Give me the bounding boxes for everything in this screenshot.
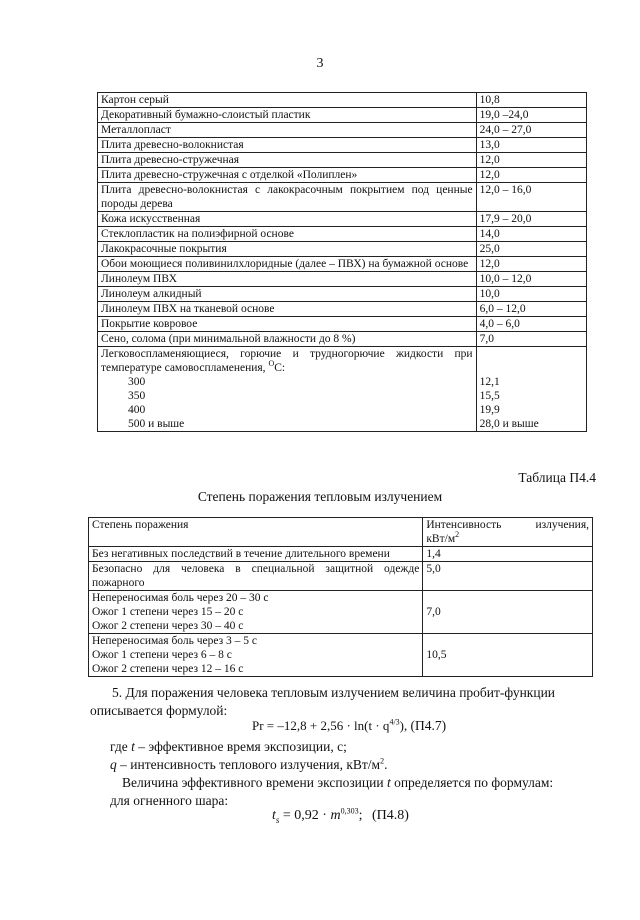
- material-row: [98, 108, 587, 123]
- formula-exposure-exp: 0,303: [340, 806, 359, 816]
- material-value: 4,0 – 6,0: [476, 317, 586, 332]
- formula-exposure-m: m: [330, 808, 341, 823]
- liquids-unit: С:: [274, 362, 286, 374]
- material-value: 13,0: [476, 138, 586, 153]
- material-value: 10,8: [476, 93, 586, 108]
- material-name: Картон серый: [98, 93, 477, 108]
- material-row: [98, 138, 587, 153]
- material-value: 17,9 – 20,0: [476, 212, 586, 227]
- liquid-temperature: 500 и выше: [98, 417, 477, 432]
- material-name: Декоративный бумажно-слоистый пластик: [98, 108, 477, 123]
- where-t-line: [110, 738, 600, 755]
- liquid-temperature: 400: [98, 403, 477, 417]
- liquids-label: Легковоспламеняющиеся, горючие и трудногорючие жидкости при температуре самовоспламенения,: [101, 348, 473, 374]
- damage-row: [89, 634, 593, 677]
- material-value: 12,0: [476, 257, 586, 272]
- para2-a: Величина эффективного времени экспозиции: [122, 775, 387, 790]
- where-q-sup: 2: [380, 756, 385, 766]
- material-name: Плита древесно-волокнистая: [98, 138, 477, 153]
- materials-table: [97, 92, 587, 432]
- material-name: Линолеум ПВХ: [98, 272, 477, 287]
- damage-degree-line: Непереносимая боль через 3 – 5 с: [92, 635, 258, 647]
- header-intensity-unit-sup: 2: [455, 530, 460, 540]
- material-value: 25,0: [476, 242, 586, 257]
- material-value: 14,0: [476, 227, 586, 242]
- damage-degree-line: Ожог 2 степени через 30 – 40 с: [92, 620, 244, 632]
- material-value: 7,0: [476, 332, 586, 347]
- damage-degree: [89, 562, 423, 591]
- formula-probit-close: ),: [399, 718, 408, 733]
- liquid-temp-row: [98, 375, 587, 389]
- header-degree: Степень поражения: [89, 518, 423, 547]
- formula-exposure-lhs: t: [272, 808, 276, 823]
- material-row: [98, 168, 587, 183]
- material-name: Плита древесно-стружечная с отделкой «Полиплен»: [98, 168, 477, 183]
- material-row: [98, 332, 587, 347]
- material-value: 19,0 –24,0: [476, 108, 586, 123]
- liquid-value: 19,9: [476, 403, 586, 417]
- liquids-unit-sup: О: [268, 359, 275, 369]
- header-intensity-word1: Интенсивность: [426, 519, 502, 531]
- formula-probit-exp: 4/3: [389, 717, 400, 727]
- damage-intensity: 7,0: [423, 591, 593, 634]
- paragraph-exposure-line2: для огненного шара:: [110, 793, 229, 808]
- formula-probit: [252, 718, 446, 734]
- material-name: Обои моющиеся поливинилхлоридные (далее – ПВХ) на бумажной основе: [98, 257, 477, 272]
- damage-degree-line: Ожог 1 степени через 15 – 20 с: [92, 606, 244, 618]
- material-name: Покрытие ковровое: [98, 317, 477, 332]
- material-name: Сено, солома (при минимальной влажности до 8 %): [98, 332, 477, 347]
- liquid-temperature: 300: [98, 375, 477, 389]
- liquid-value: 12,1: [476, 375, 586, 389]
- damage-row: [89, 547, 593, 562]
- material-value: 12,0: [476, 153, 586, 168]
- damage-table-header: [89, 518, 593, 547]
- where-q-line: [110, 756, 600, 773]
- damage-degree-line: Непереносимая боль через 20 – 30 с: [92, 592, 269, 604]
- material-row: [98, 227, 587, 242]
- damage-degree-line: Без негативных последствий в течение длительного времени: [92, 548, 390, 560]
- materials-table-body: [98, 93, 587, 432]
- material-name: Кожа искусственная: [98, 212, 477, 227]
- where-q-text: – интенсивность теплового излучения, кВт/м: [116, 757, 381, 772]
- table-title: Степень поражения тепловым излучением: [197, 489, 443, 504]
- material-name: Металлопласт: [98, 123, 477, 138]
- where-q-end: .: [384, 757, 388, 772]
- damage-row: [89, 562, 593, 591]
- material-value: 12,0: [476, 168, 586, 183]
- damage-degree: [89, 634, 423, 677]
- formula-probit-ref: (П4.7): [410, 718, 447, 733]
- material-name: Стеклопластик на полиэфирной основе: [98, 227, 477, 242]
- material-name: Плита древесно-волокнистая с лакокрасочным покрытием под ценные породы дерева: [98, 183, 477, 212]
- formula-exposure-sub: s: [275, 814, 280, 825]
- page-number: 3: [316, 56, 324, 71]
- damage-intensity: 10,5: [423, 634, 593, 677]
- damage-intensity: 5,0: [423, 562, 593, 591]
- material-value: 10,0: [476, 287, 586, 302]
- para2-b: определяется по формулам:: [390, 775, 554, 790]
- para2-var: t: [386, 775, 391, 790]
- material-row: [98, 183, 587, 212]
- liquid-temp-row: [98, 403, 587, 417]
- liquids-label-cell: [98, 347, 477, 376]
- material-name: Линолеум ПВХ на тканевой основе: [98, 302, 477, 317]
- damage-degree-line: Ожог 2 степени через 12 – 16 с: [92, 663, 244, 675]
- material-row: [98, 153, 587, 168]
- header-intensity: [423, 518, 593, 547]
- liquid-temperature: 350: [98, 389, 477, 403]
- formula-exposure-mid: = 0,92 ·: [279, 808, 331, 823]
- header-intensity-unit: кВт/м: [426, 533, 456, 545]
- paragraph-exposure-line1: [122, 774, 612, 791]
- material-value: 24,0 – 27,0: [476, 123, 586, 138]
- material-value: 6,0 – 12,0: [476, 302, 586, 317]
- material-row: [98, 317, 587, 332]
- material-row: [98, 257, 587, 272]
- material-row: [98, 272, 587, 287]
- liquids-value-empty: [476, 347, 586, 376]
- liquid-temp-row: [98, 389, 587, 403]
- damage-degree: [89, 591, 423, 634]
- damage-intensity: 1,4: [423, 547, 593, 562]
- material-value: 12,0 – 16,0: [476, 183, 586, 212]
- paragraph-5-line2: описывается формулой:: [90, 703, 228, 718]
- damage-degree: [89, 547, 423, 562]
- liquid-value: 15,5: [476, 389, 586, 403]
- damage-table-rows: [89, 547, 593, 677]
- liquid-temp-row: [98, 417, 587, 432]
- material-row: [98, 123, 587, 138]
- material-name: Лакокрасочные покрытия: [98, 242, 477, 257]
- formula-probit-main: Pr = –12,8 + 2,56 · ln(t · q: [252, 718, 390, 733]
- material-row: [98, 287, 587, 302]
- material-name: Плита древесно-стружечная: [98, 153, 477, 168]
- material-row: [98, 242, 587, 257]
- damage-table: [88, 517, 593, 677]
- damage-degree-line: Безопасно для человека в специальной защитной одежде пожарного: [92, 563, 420, 589]
- table-caption: Таблица П4.4: [518, 470, 596, 485]
- where-t-text: – эффективное время экспозиции, с;: [134, 739, 347, 754]
- header-intensity-word2: излучения,: [535, 519, 589, 531]
- damage-row: [89, 591, 593, 634]
- material-row: [98, 302, 587, 317]
- material-value: 10,0 – 12,0: [476, 272, 586, 287]
- material-row: [98, 212, 587, 227]
- damage-degree-line: Ожог 1 степени через 6 – 8 с: [92, 649, 232, 661]
- where-t-var: t: [131, 739, 135, 754]
- formula-exposure-ref: (П4.8): [371, 808, 409, 823]
- material-name: Линолеум алкидный: [98, 287, 477, 302]
- where-q-var: q: [110, 757, 117, 772]
- paragraph-5-line1: 5. Для поражения человека тепловым излучением величина пробит-функции: [112, 685, 556, 700]
- liquid-value: 28,0 и выше: [476, 417, 586, 432]
- formula-exposure-end: ;: [358, 808, 363, 823]
- material-row: [98, 93, 587, 108]
- damage-table-body: [89, 518, 593, 547]
- liquids-row: [98, 347, 587, 376]
- formula-exposure: [272, 808, 409, 825]
- where-prefix: где: [110, 739, 128, 754]
